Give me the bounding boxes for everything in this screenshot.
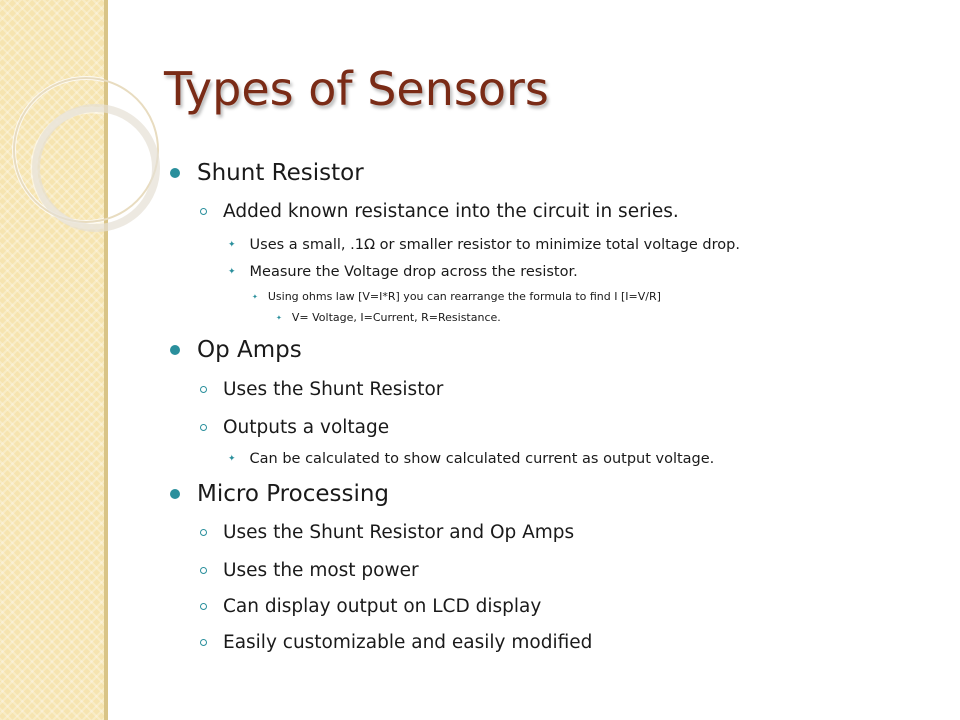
bullet-text: Micro Processing	[197, 481, 390, 507]
bullet-shunt-resistor	[170, 160, 364, 186]
subbullet-most-power	[200, 560, 419, 581]
bullet-star-icon: ✦	[228, 267, 236, 277]
bullet-text: Uses the Shunt Resistor and Op Amps	[223, 522, 575, 543]
bullet-dot-icon	[170, 489, 180, 499]
bullet-text: V= Voltage, I=Current, R=Resistance.	[291, 311, 501, 324]
decorative-circles	[0, 0, 104, 720]
slide-title: Types of Sensors	[164, 62, 549, 116]
bullet-text: Outputs a voltage	[223, 417, 390, 438]
bullet-ring-icon	[200, 603, 207, 610]
bullet-text: Easily customizable and easily modified	[223, 632, 593, 653]
bullet-star-icon: ✦	[276, 313, 282, 322]
subbullet-variables	[276, 311, 501, 324]
bullet-star-icon: ✦	[228, 454, 236, 464]
bullet-text: Added known resistance into the circuit in series.	[223, 201, 679, 222]
bullet-dot-icon	[170, 345, 180, 355]
bullet-ring-icon	[200, 639, 207, 646]
bullet-dot-icon	[170, 168, 180, 178]
bullet-star-icon: ✦	[252, 292, 258, 301]
subbullet-outputs-voltage	[200, 417, 389, 438]
subbullet-ohms-law	[252, 290, 661, 303]
bullet-ring-icon	[200, 567, 207, 574]
decorative-sidebar	[0, 0, 108, 720]
subbullet-uses-shunt	[200, 379, 443, 400]
subbullet-shunt-and-opamps	[200, 522, 574, 543]
bullet-micro-processing	[170, 481, 389, 507]
bullet-text: Op Amps	[197, 337, 302, 363]
subbullet-calculated-current	[228, 451, 714, 467]
bullet-ring-icon	[200, 208, 207, 215]
bullet-op-amps	[170, 337, 302, 363]
bullet-text: Can be calculated to show calculated current as output voltage.	[249, 451, 715, 467]
bullet-text: Using ohms law [V=I*R] you can rearrange the formula to find I [I=V/R]	[267, 290, 661, 303]
subbullet-small-resistor	[228, 237, 740, 253]
bullet-ring-icon	[200, 529, 207, 536]
bullet-text: Shunt Resistor	[197, 160, 364, 186]
bullet-text: Uses a small, .1Ω or smaller resistor to minimize total voltage drop.	[249, 237, 740, 253]
subbullet-added-resistance	[200, 201, 679, 222]
bullet-text: Uses the Shunt Resistor	[223, 379, 444, 400]
subbullet-lcd-display	[200, 596, 541, 617]
subbullet-measure-voltage	[228, 264, 578, 280]
bullet-star-icon: ✦	[228, 240, 236, 250]
bullet-ring-icon	[200, 424, 207, 431]
bullet-text: Measure the Voltage drop across the resistor.	[249, 264, 578, 280]
bullet-ring-icon	[200, 386, 207, 393]
subbullet-customizable	[200, 632, 592, 653]
bullet-text: Uses the most power	[223, 560, 419, 581]
bullet-text: Can display output on LCD display	[223, 596, 542, 617]
